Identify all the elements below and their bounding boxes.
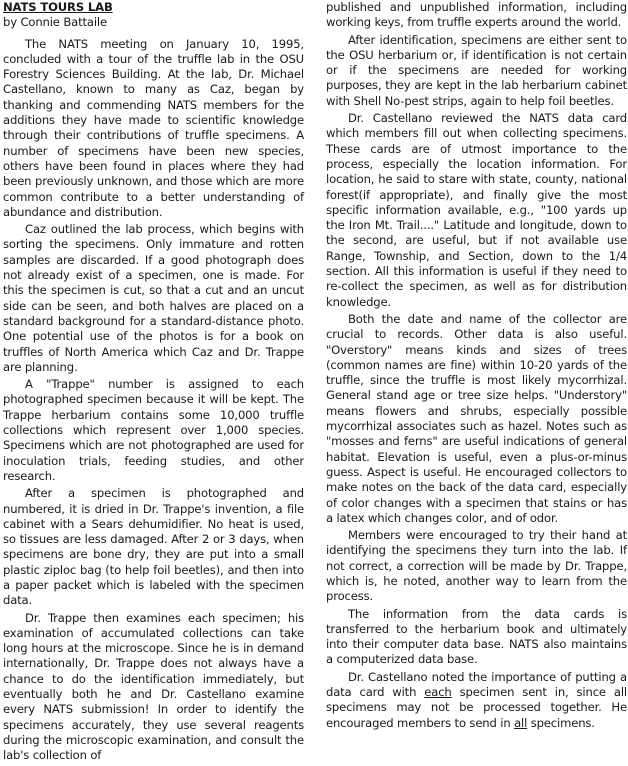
text-run: specimen sent in, since all specimens may not be processed together. He encouraged members to send in <box>326 685 627 730</box>
text-run: Dr. Castellano noted the importance of putting a data card with <box>326 669 627 700</box>
right-column <box>326 0 627 733</box>
paragraph: Dr. Castellano reviewed the NATS data card which members fill out when collecting specimens. These cards are of utmost importance to the process, especially the location information. For location, he said to stare with state, county, national forest(if appropriate), and finally give the most specific information available, e.g., "100 yards up the Iron Mt. Trail...." Latitude and longitude, down to the second, are useful, but if not available use Range, Township, and Section, down to the 1/4 section. All this information is useful if they need to re-collect the specimen, as well as for distribution knowledge. <box>326 111 627 309</box>
paragraph: After identification, specimens are either sent to the OSU herbarium or, if identification is not certain or if the specimens are needed for working purposes, they are kept in the lab herbarium cabinet with Shell No-pest strips, again to help foil beetles. <box>326 32 627 108</box>
paragraph: Caz outlined the lab process, which begins with sorting the specimens. Only immature and rotten samples are discarded. If a good photograph does not already exist of a specimen, one is made. For this the specimen is cut, so that a cut and an uncut side can be seen, and both halves are placed on a standard background for a standard-distance photo. One potential use of the photos is for a book on truffles of North America which Caz and Dr. Trappe are planning. <box>3 222 304 374</box>
paragraph: Dr. Trappe then examines each specimen; his examination of accumulated collections can take long hours at the microscope. Since he is in demand internationally, Dr. Trappe does not always have a chance to do the identification immediately, but eventually both he and Dr. Castellano examine every NATS submission! In order to identify the specimens accurately, they use several reagents during the microscopic examination, and consult the lab's collection of <box>3 610 304 763</box>
paragraph: The information from the data cards is transferred to the herbarium book and ultimately into their computer data base. NATS also maintains a computerized data base. <box>326 606 627 667</box>
paragraph: Both the date and name of the collector are crucial to records. Other data is also useful. "Overstory" means kinds and sizes of trees (common names are fine) within 10-20 yards of the truffle, since the truffle is most likely mycorrhizal. General stand age or tree size helps. "Understory" means flowers and shrubs, especially possible mycorrhizal associates such as hazel. Notes such as "mosses and ferns" are useful indications of general habitat. Elevation is useful, even a plus-or-minus guess. Aspect is useful. He encouraged collectors to make notes on the back of the data card, especially of color changes with a specimen that stains or has a latex which changes color, and of odor. <box>326 311 627 525</box>
paragraph: After a specimen is photographed and numbered, it is dried in Dr. Trappe's invention, a file cabinet with a Sears dehumidifier. No heat is used, so tissues are less damaged. After 2 or 3 days, when specimens are bone dry, they are put into a small plastic ziploc bag (to help foil beetles), and then into a paper packet which is labeled with the specimen data. <box>3 486 304 608</box>
underlined-word: all <box>514 715 528 730</box>
paragraph-last <box>326 670 627 731</box>
paragraph: The NATS meeting on January 10, 1995, concluded with a tour of the truffle lab in the OSU Forestry Sciences Building. At the lab, Dr. Michael Castellano, known to many as Caz, began by thanking and commending NATS members for the additions they have made to scientific knowledge through their contributions of truffle specimens. A number of specimens have been new species, others have been found in places where they had been previously unknown, and those which are more common contribute to a better understanding of abundance and distribution. <box>3 36 304 219</box>
paragraph-continued: published and unpublished information, including working keys, from truffle experts around the world. <box>326 0 627 30</box>
paragraph: A "Trappe" number is assigned to each photographed specimen because it will be kept. The Trappe herbarium contains some 10,000 truffle collections which represent over 1,000 species. Specimens which are not photographed are used for inoculation trials, feeding studies, and other research. <box>3 377 304 483</box>
article-title: NATS TOURS LAB <box>3 0 113 14</box>
article-byline: by Connie Battaile <box>3 15 107 30</box>
left-column <box>3 0 304 766</box>
underlined-word: each <box>424 685 452 700</box>
paragraph: Members were encouraged to try their hand at identifying the specimens they turn into the lab. If not correct, a correction will be made by Dr. Trappe, which is, he noted, another way to learn from the process. <box>326 528 627 604</box>
text-run: specimens. <box>527 715 595 730</box>
